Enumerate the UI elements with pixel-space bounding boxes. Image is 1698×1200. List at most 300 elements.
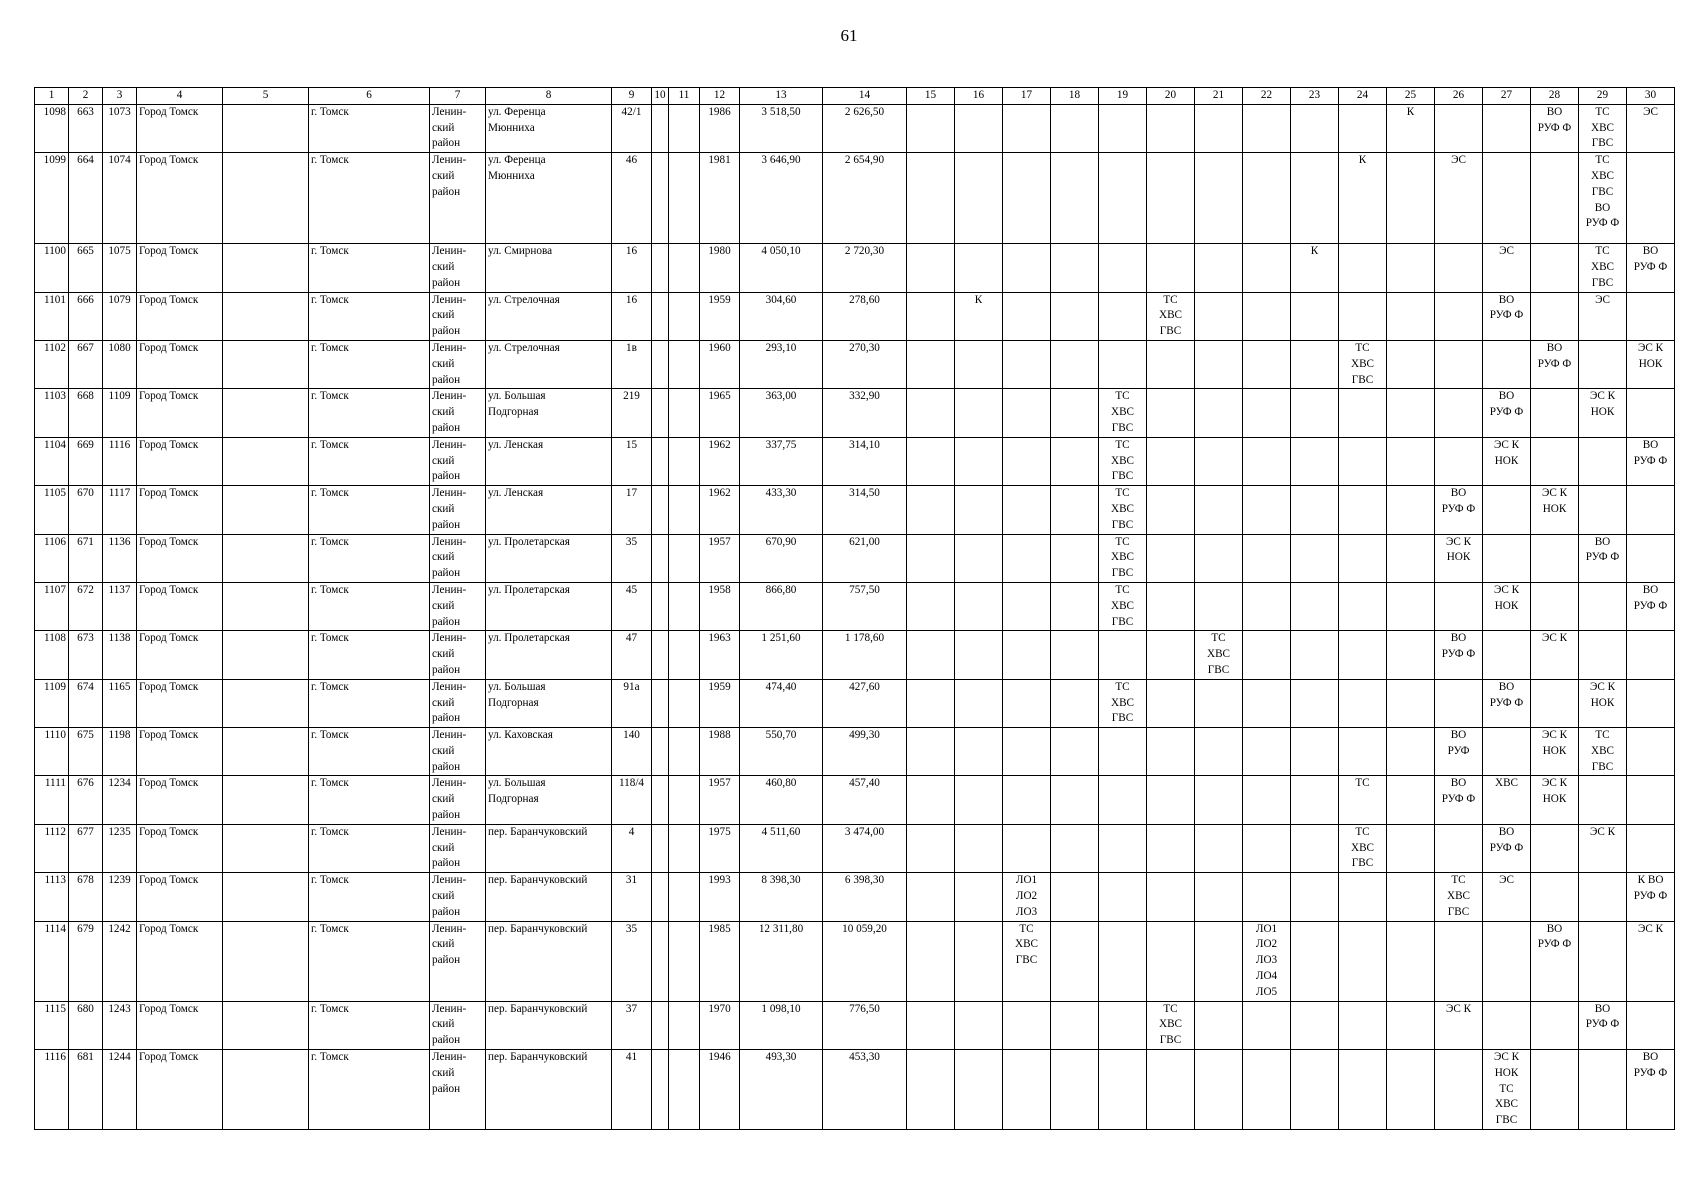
- table-row: [35, 631, 1675, 679]
- cell-col-30: [1627, 153, 1675, 244]
- cell-col-15: [907, 776, 955, 824]
- cell-col-15: [907, 292, 955, 340]
- cell-col-4: Город Томск: [137, 437, 223, 485]
- cell-col-13: 8 398,30: [740, 873, 823, 921]
- column-header-3: 3: [103, 88, 137, 105]
- cell-col-18: [1051, 873, 1099, 921]
- column-header-1: 1: [35, 88, 69, 105]
- cell-col-12: 1957: [700, 776, 740, 824]
- cell-col-11: [669, 824, 700, 872]
- cell-col-29: [1579, 921, 1627, 1001]
- cell-col-13: 866,80: [740, 582, 823, 630]
- cell-col-16: [955, 389, 1003, 437]
- cell-col-1: 1111: [35, 776, 69, 824]
- cell-col-19: [1099, 631, 1147, 679]
- column-header-22: 22: [1243, 88, 1291, 105]
- cell-col-14: 757,50: [823, 582, 907, 630]
- cell-col-23: [1291, 679, 1339, 727]
- cell-col-27: [1483, 728, 1531, 776]
- cell-col-14: 427,60: [823, 679, 907, 727]
- cell-col-3: 1243: [103, 1001, 137, 1049]
- cell-col-19: [1099, 921, 1147, 1001]
- cell-col-3: 1165: [103, 679, 137, 727]
- cell-col-13: 12 311,80: [740, 921, 823, 1001]
- cell-col-8: пер. Баранчуковский: [486, 824, 612, 872]
- cell-col-3: 1109: [103, 389, 137, 437]
- cell-col-24: [1339, 679, 1387, 727]
- cell-col-16: [955, 104, 1003, 152]
- column-header-26: 26: [1435, 88, 1483, 105]
- cell-col-2: 677: [69, 824, 103, 872]
- cell-col-11: [669, 728, 700, 776]
- cell-col-1: 1115: [35, 1001, 69, 1049]
- column-header-23: 23: [1291, 88, 1339, 105]
- cell-col-21: [1195, 728, 1243, 776]
- cell-col-29: ЭС К НОК: [1579, 389, 1627, 437]
- cell-col-28: [1531, 1001, 1579, 1049]
- cell-col-1: 1116: [35, 1050, 69, 1130]
- cell-col-7: Ленин- ский район: [430, 1001, 486, 1049]
- cell-col-6: г. Томск: [309, 776, 430, 824]
- cell-col-24: ТС ХВС ГВС: [1339, 340, 1387, 388]
- cell-col-13: 4 050,10: [740, 244, 823, 292]
- cell-col-22: [1243, 292, 1291, 340]
- cell-col-27: [1483, 534, 1531, 582]
- cell-col-30: [1627, 776, 1675, 824]
- cell-col-18: [1051, 679, 1099, 727]
- cell-col-17: [1003, 1001, 1051, 1049]
- cell-col-28: ВО РУФ Ф: [1531, 104, 1579, 152]
- cell-col-21: [1195, 437, 1243, 485]
- cell-col-2: 680: [69, 1001, 103, 1049]
- cell-col-28: [1531, 582, 1579, 630]
- cell-col-10: [652, 153, 669, 244]
- cell-col-27: ВО РУФ Ф: [1483, 389, 1531, 437]
- cell-col-4: Город Томск: [137, 582, 223, 630]
- cell-col-18: [1051, 153, 1099, 244]
- cell-col-26: [1435, 104, 1483, 152]
- cell-col-4: Город Томск: [137, 824, 223, 872]
- cell-col-26: [1435, 1050, 1483, 1130]
- cell-col-29: [1579, 631, 1627, 679]
- cell-col-5: [223, 921, 309, 1001]
- cell-col-6: г. Томск: [309, 534, 430, 582]
- cell-col-13: 4 511,60: [740, 824, 823, 872]
- cell-col-3: 1075: [103, 244, 137, 292]
- cell-col-15: [907, 1001, 955, 1049]
- cell-col-5: [223, 534, 309, 582]
- cell-col-2: 675: [69, 728, 103, 776]
- cell-col-4: Город Томск: [137, 873, 223, 921]
- cell-col-22: [1243, 486, 1291, 534]
- cell-col-29: [1579, 437, 1627, 485]
- cell-col-6: г. Томск: [309, 921, 430, 1001]
- cell-col-25: [1387, 631, 1435, 679]
- cell-col-13: 474,40: [740, 679, 823, 727]
- cell-col-6: г. Томск: [309, 486, 430, 534]
- cell-col-10: [652, 340, 669, 388]
- table-row: [35, 679, 1675, 727]
- cell-col-20: ТС ХВС ГВС: [1147, 292, 1195, 340]
- cell-col-20: [1147, 728, 1195, 776]
- cell-col-1: 1104: [35, 437, 69, 485]
- cell-col-22: [1243, 153, 1291, 244]
- cell-col-26: [1435, 340, 1483, 388]
- cell-col-21: [1195, 104, 1243, 152]
- cell-col-7: Ленин- ский район: [430, 340, 486, 388]
- cell-col-22: [1243, 776, 1291, 824]
- cell-col-24: [1339, 244, 1387, 292]
- cell-col-1: 1113: [35, 873, 69, 921]
- cell-col-26: [1435, 582, 1483, 630]
- column-header-28: 28: [1531, 88, 1579, 105]
- cell-col-30: [1627, 824, 1675, 872]
- cell-col-8: ул. Большая Подгорная: [486, 389, 612, 437]
- cell-col-14: 332,90: [823, 389, 907, 437]
- cell-col-21: [1195, 153, 1243, 244]
- column-header-15: 15: [907, 88, 955, 105]
- cell-col-10: [652, 389, 669, 437]
- cell-col-27: ВО РУФ Ф: [1483, 679, 1531, 727]
- cell-col-6: г. Томск: [309, 340, 430, 388]
- cell-col-13: 670,90: [740, 534, 823, 582]
- cell-col-16: [955, 244, 1003, 292]
- cell-col-21: [1195, 1050, 1243, 1130]
- cell-col-2: 666: [69, 292, 103, 340]
- table-row: [35, 534, 1675, 582]
- cell-col-1: 1112: [35, 824, 69, 872]
- cell-col-11: [669, 1001, 700, 1049]
- cell-col-19: ТС ХВС ГВС: [1099, 582, 1147, 630]
- cell-col-26: [1435, 244, 1483, 292]
- cell-col-24: [1339, 486, 1387, 534]
- cell-col-19: [1099, 873, 1147, 921]
- cell-col-11: [669, 389, 700, 437]
- cell-col-23: [1291, 486, 1339, 534]
- cell-col-13: 363,00: [740, 389, 823, 437]
- cell-col-12: 1963: [700, 631, 740, 679]
- cell-col-21: [1195, 389, 1243, 437]
- cell-col-24: [1339, 437, 1387, 485]
- cell-col-19: [1099, 776, 1147, 824]
- cell-col-14: 10 059,20: [823, 921, 907, 1001]
- cell-col-15: [907, 486, 955, 534]
- cell-col-10: [652, 292, 669, 340]
- cell-col-14: 776,50: [823, 1001, 907, 1049]
- cell-col-9: 91а: [612, 679, 652, 727]
- cell-col-16: [955, 728, 1003, 776]
- cell-col-24: [1339, 582, 1387, 630]
- cell-col-1: 1105: [35, 486, 69, 534]
- cell-col-18: [1051, 582, 1099, 630]
- cell-col-3: 1117: [103, 486, 137, 534]
- cell-col-1: 1109: [35, 679, 69, 727]
- cell-col-12: 1957: [700, 534, 740, 582]
- cell-col-20: [1147, 631, 1195, 679]
- cell-col-3: 1073: [103, 104, 137, 152]
- cell-col-17: ЛО1 ЛО2 ЛО3: [1003, 873, 1051, 921]
- cell-col-15: [907, 679, 955, 727]
- cell-col-15: [907, 104, 955, 152]
- cell-col-13: 1 098,10: [740, 1001, 823, 1049]
- cell-col-21: [1195, 921, 1243, 1001]
- cell-col-20: [1147, 437, 1195, 485]
- cell-col-19: [1099, 244, 1147, 292]
- cell-col-11: [669, 631, 700, 679]
- cell-col-12: 1980: [700, 244, 740, 292]
- cell-col-7: Ленин- ский район: [430, 921, 486, 1001]
- cell-col-25: [1387, 824, 1435, 872]
- column-header-29: 29: [1579, 88, 1627, 105]
- cell-col-8: ул. Ференца Мюнниха: [486, 153, 612, 244]
- cell-col-22: [1243, 1050, 1291, 1130]
- cell-col-14: 1 178,60: [823, 631, 907, 679]
- cell-col-10: [652, 104, 669, 152]
- cell-col-27: ЭС К НОК: [1483, 437, 1531, 485]
- cell-col-24: [1339, 728, 1387, 776]
- cell-col-19: [1099, 104, 1147, 152]
- cell-col-24: [1339, 104, 1387, 152]
- cell-col-7: Ленин- ский район: [430, 631, 486, 679]
- cell-col-1: 1110: [35, 728, 69, 776]
- table-row: [35, 582, 1675, 630]
- cell-col-9: 45: [612, 582, 652, 630]
- cell-col-17: [1003, 244, 1051, 292]
- cell-col-26: [1435, 292, 1483, 340]
- cell-col-9: 1в: [612, 340, 652, 388]
- cell-col-16: [955, 582, 1003, 630]
- cell-col-23: [1291, 921, 1339, 1001]
- column-header-19: 19: [1099, 88, 1147, 105]
- cell-col-1: 1106: [35, 534, 69, 582]
- cell-col-26: [1435, 389, 1483, 437]
- cell-col-9: 42/1: [612, 104, 652, 152]
- cell-col-18: [1051, 921, 1099, 1001]
- cell-col-24: К: [1339, 153, 1387, 244]
- cell-col-30: ЭС К НОК: [1627, 340, 1675, 388]
- table-row: [35, 921, 1675, 1001]
- cell-col-1: 1102: [35, 340, 69, 388]
- cell-col-9: 35: [612, 921, 652, 1001]
- cell-col-26: [1435, 679, 1483, 727]
- cell-col-15: [907, 389, 955, 437]
- cell-col-23: [1291, 1001, 1339, 1049]
- cell-col-16: [955, 1050, 1003, 1130]
- cell-col-9: 35: [612, 534, 652, 582]
- cell-col-2: 671: [69, 534, 103, 582]
- cell-col-9: 16: [612, 292, 652, 340]
- cell-col-6: г. Томск: [309, 679, 430, 727]
- cell-col-6: г. Томск: [309, 824, 430, 872]
- cell-col-5: [223, 679, 309, 727]
- cell-col-28: [1531, 437, 1579, 485]
- cell-col-15: [907, 728, 955, 776]
- cell-col-22: [1243, 1001, 1291, 1049]
- cell-col-28: [1531, 873, 1579, 921]
- cell-col-8: ул. Ленская: [486, 437, 612, 485]
- cell-col-12: 1962: [700, 437, 740, 485]
- cell-col-20: [1147, 582, 1195, 630]
- column-header-4: 4: [137, 88, 223, 105]
- cell-col-20: [1147, 244, 1195, 292]
- cell-col-7: Ленин- ский район: [430, 728, 486, 776]
- cell-col-12: 1959: [700, 679, 740, 727]
- cell-col-7: Ленин- ский район: [430, 776, 486, 824]
- cell-col-13: 1 251,60: [740, 631, 823, 679]
- cell-col-5: [223, 631, 309, 679]
- cell-col-5: [223, 340, 309, 388]
- cell-col-6: г. Томск: [309, 244, 430, 292]
- cell-col-12: 1965: [700, 389, 740, 437]
- cell-col-6: г. Томск: [309, 1001, 430, 1049]
- cell-col-27: ХВС: [1483, 776, 1531, 824]
- cell-col-22: ЛО1 ЛО2 ЛО3 ЛО4 ЛО5: [1243, 921, 1291, 1001]
- cell-col-2: 673: [69, 631, 103, 679]
- cell-col-30: [1627, 631, 1675, 679]
- cell-col-23: [1291, 776, 1339, 824]
- cell-col-14: 6 398,30: [823, 873, 907, 921]
- column-header-10: 10: [652, 88, 669, 105]
- cell-col-22: [1243, 679, 1291, 727]
- cell-col-5: [223, 824, 309, 872]
- cell-col-14: 3 474,00: [823, 824, 907, 872]
- cell-col-6: г. Томск: [309, 631, 430, 679]
- cell-col-4: Город Томск: [137, 1050, 223, 1130]
- cell-col-18: [1051, 631, 1099, 679]
- cell-col-22: [1243, 244, 1291, 292]
- cell-col-4: Город Томск: [137, 728, 223, 776]
- cell-col-30: [1627, 728, 1675, 776]
- cell-col-24: [1339, 292, 1387, 340]
- column-header-17: 17: [1003, 88, 1051, 105]
- cell-col-11: [669, 1050, 700, 1130]
- table-row: [35, 437, 1675, 485]
- cell-col-30: ВО РУФ Ф: [1627, 244, 1675, 292]
- cell-col-23: [1291, 340, 1339, 388]
- cell-col-29: [1579, 873, 1627, 921]
- cell-col-3: 1138: [103, 631, 137, 679]
- cell-col-11: [669, 437, 700, 485]
- cell-col-26: ЭС К: [1435, 1001, 1483, 1049]
- cell-col-5: [223, 873, 309, 921]
- cell-col-26: ВО РУФ Ф: [1435, 631, 1483, 679]
- cell-col-23: [1291, 389, 1339, 437]
- cell-col-26: ВО РУФ: [1435, 728, 1483, 776]
- cell-col-2: 679: [69, 921, 103, 1001]
- cell-col-17: [1003, 486, 1051, 534]
- table-row: [35, 873, 1675, 921]
- cell-col-10: [652, 921, 669, 1001]
- cell-col-28: ВО РУФ Ф: [1531, 921, 1579, 1001]
- cell-col-22: [1243, 389, 1291, 437]
- cell-col-4: Город Томск: [137, 1001, 223, 1049]
- cell-col-3: 1242: [103, 921, 137, 1001]
- cell-col-10: [652, 631, 669, 679]
- cell-col-28: [1531, 153, 1579, 244]
- cell-col-5: [223, 437, 309, 485]
- cell-col-18: [1051, 1001, 1099, 1049]
- cell-col-4: Город Томск: [137, 292, 223, 340]
- cell-col-30: ВО РУФ Ф: [1627, 1050, 1675, 1130]
- cell-col-23: К: [1291, 244, 1339, 292]
- cell-col-24: [1339, 921, 1387, 1001]
- cell-col-28: [1531, 679, 1579, 727]
- cell-col-21: [1195, 340, 1243, 388]
- cell-col-18: [1051, 1050, 1099, 1130]
- cell-col-6: г. Томск: [309, 389, 430, 437]
- cell-col-4: Город Томск: [137, 776, 223, 824]
- cell-col-15: [907, 437, 955, 485]
- column-header-9: 9: [612, 88, 652, 105]
- cell-col-17: [1003, 153, 1051, 244]
- cell-col-19: [1099, 824, 1147, 872]
- cell-col-9: 140: [612, 728, 652, 776]
- column-header-2: 2: [69, 88, 103, 105]
- cell-col-21: [1195, 873, 1243, 921]
- cell-col-26: ТС ХВС ГВС: [1435, 873, 1483, 921]
- cell-col-3: 1137: [103, 582, 137, 630]
- cell-col-19: ТС ХВС ГВС: [1099, 389, 1147, 437]
- cell-col-18: [1051, 824, 1099, 872]
- cell-col-13: 460,80: [740, 776, 823, 824]
- cell-col-26: ВО РУФ Ф: [1435, 776, 1483, 824]
- cell-col-21: [1195, 292, 1243, 340]
- cell-col-27: ЭС К НОК: [1483, 582, 1531, 630]
- cell-col-17: [1003, 582, 1051, 630]
- cell-col-20: [1147, 824, 1195, 872]
- cell-col-9: 4: [612, 824, 652, 872]
- cell-col-10: [652, 728, 669, 776]
- cell-col-11: [669, 104, 700, 152]
- cell-col-16: [955, 921, 1003, 1001]
- cell-col-6: г. Томск: [309, 728, 430, 776]
- cell-col-3: 1080: [103, 340, 137, 388]
- cell-col-17: [1003, 679, 1051, 727]
- column-header-11: 11: [669, 88, 700, 105]
- cell-col-13: 337,75: [740, 437, 823, 485]
- cell-col-23: [1291, 292, 1339, 340]
- cell-col-16: [955, 631, 1003, 679]
- cell-col-8: ул. Смирнова: [486, 244, 612, 292]
- cell-col-2: 665: [69, 244, 103, 292]
- cell-col-4: Город Томск: [137, 921, 223, 1001]
- cell-col-30: ВО РУФ Ф: [1627, 437, 1675, 485]
- cell-col-27: [1483, 631, 1531, 679]
- cell-col-8: пер. Баранчуковский: [486, 873, 612, 921]
- cell-col-10: [652, 873, 669, 921]
- cell-col-4: Город Томск: [137, 340, 223, 388]
- cell-col-9: 15: [612, 437, 652, 485]
- cell-col-17: [1003, 340, 1051, 388]
- cell-col-1: 1108: [35, 631, 69, 679]
- cell-col-12: 1970: [700, 1001, 740, 1049]
- cell-col-18: [1051, 292, 1099, 340]
- cell-col-29: ТС ХВС ГВС: [1579, 104, 1627, 152]
- cell-col-14: 2 626,50: [823, 104, 907, 152]
- cell-col-17: [1003, 631, 1051, 679]
- cell-col-27: ЭС: [1483, 244, 1531, 292]
- cell-col-8: ул. Стрелочная: [486, 292, 612, 340]
- cell-col-14: 499,30: [823, 728, 907, 776]
- cell-col-10: [652, 1001, 669, 1049]
- cell-col-8: ул. Пролетарская: [486, 582, 612, 630]
- cell-col-18: [1051, 389, 1099, 437]
- cell-col-15: [907, 824, 955, 872]
- cell-col-7: Ленин- ский район: [430, 486, 486, 534]
- cell-col-4: Город Томск: [137, 244, 223, 292]
- cell-col-24: ТС: [1339, 776, 1387, 824]
- cell-col-6: г. Томск: [309, 104, 430, 152]
